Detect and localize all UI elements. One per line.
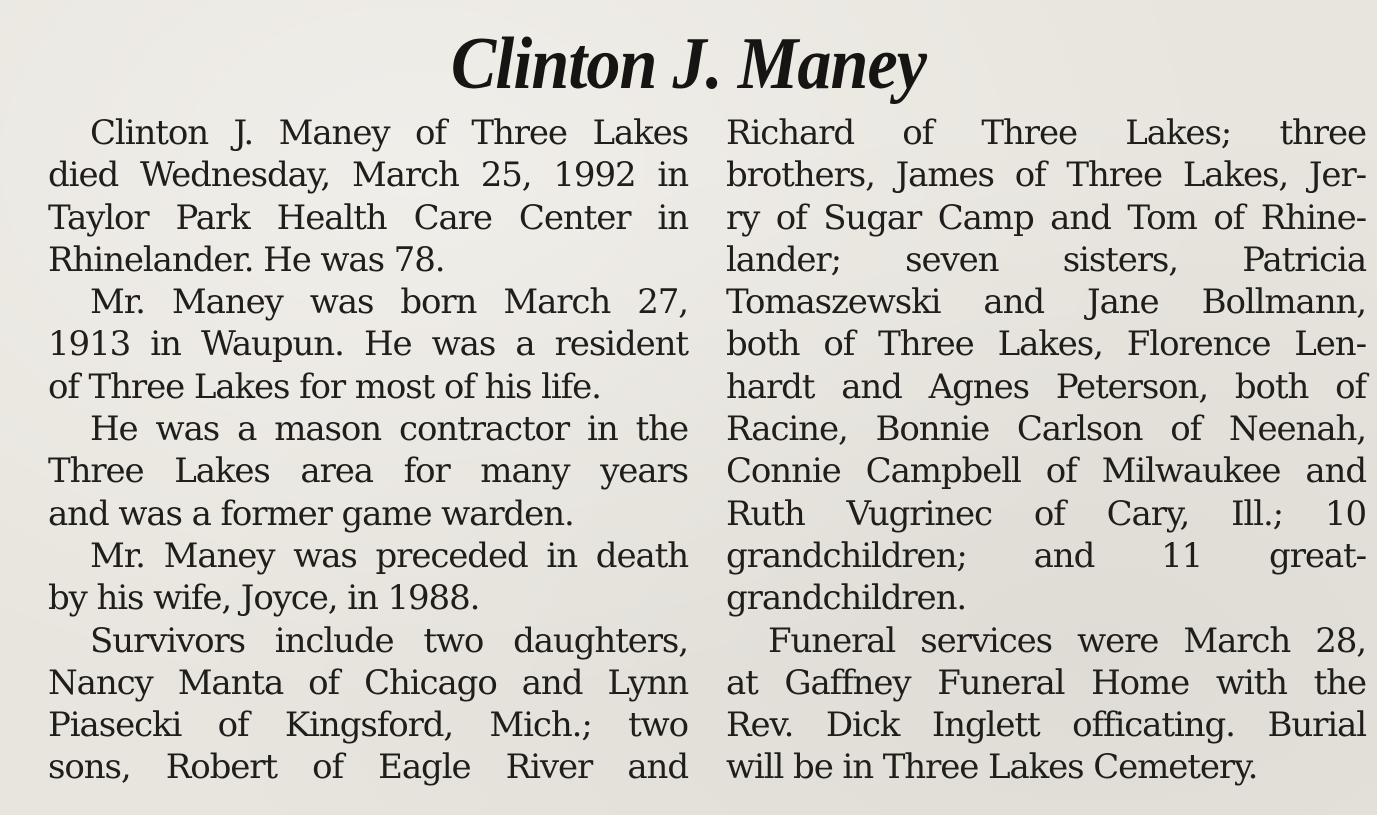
right-text-column [726, 112, 1366, 789]
text-line: sons, Robert of Eagle River and [48, 747, 688, 788]
text-line: Mr. Maney was born March 27, [90, 282, 688, 323]
text-line: Taylor Park Health Care Center in [48, 197, 688, 238]
text-line: brothers, James of Three Lakes, Jer- [726, 155, 1366, 196]
text-line: and was a former game warden. [48, 493, 574, 534]
text-line: ry of Sugar Camp and Tom of Rhine- [726, 197, 1366, 238]
text-line: Clinton J. Maney of Three Lakes [90, 113, 688, 153]
text-line: Racine, Bonnie Carlson of Neenah, [726, 409, 1366, 450]
text-line: hardt and Agnes Peterson, both of [726, 366, 1366, 407]
text-line: lander; seven sisters, Patricia [726, 239, 1366, 280]
text-line: grandchildren; and 11 great- [726, 535, 1366, 576]
text-line: Mr. Maney was preceded in death [90, 535, 688, 576]
text-line: Connie Campbell of Milwaukee and [726, 451, 1366, 492]
text-line: Nancy Manta of Chicago and Lynn [48, 662, 688, 703]
text-line: by his wife, Joyce, in 1988. [48, 578, 480, 619]
text-line: grandchildren. [726, 578, 967, 619]
text-line: Piasecki of Kingsford, Mich.; two [48, 705, 688, 746]
text-line: will be in Three Lakes Cemetery. [726, 747, 1258, 788]
text-line: Survivors include two daughters, [90, 620, 688, 661]
text-line: Rhinelander. He was 78. [48, 239, 445, 280]
text-line: of Three Lakes for most of his life. [48, 366, 601, 407]
left-text-column [48, 112, 688, 789]
text-line: He was a mason contractor in the [90, 409, 688, 450]
text-line: 1913 in Waupun. He was a resident [48, 324, 688, 365]
text-line: Richard of Three Lakes; three [726, 113, 1366, 153]
text-line: died Wednesday, March 25, 1992 in [48, 155, 688, 196]
text-line: at Gaffney Funeral Home with the [726, 662, 1366, 703]
text-line: Ruth Vugrinec of Cary, Ill.; 10 [726, 493, 1366, 534]
text-line: Three Lakes area for many years [48, 451, 688, 492]
text-line: Tomaszewski and Jane Bollmann, [726, 282, 1366, 323]
text-line: Rev. Dick Inglett officating. Burial [726, 705, 1366, 746]
obituary-headline: Clinton J. Maney [450, 23, 927, 105]
text-line: both of Three Lakes, Florence Len- [726, 324, 1366, 365]
text-line: Funeral services were March 28, [768, 620, 1366, 661]
